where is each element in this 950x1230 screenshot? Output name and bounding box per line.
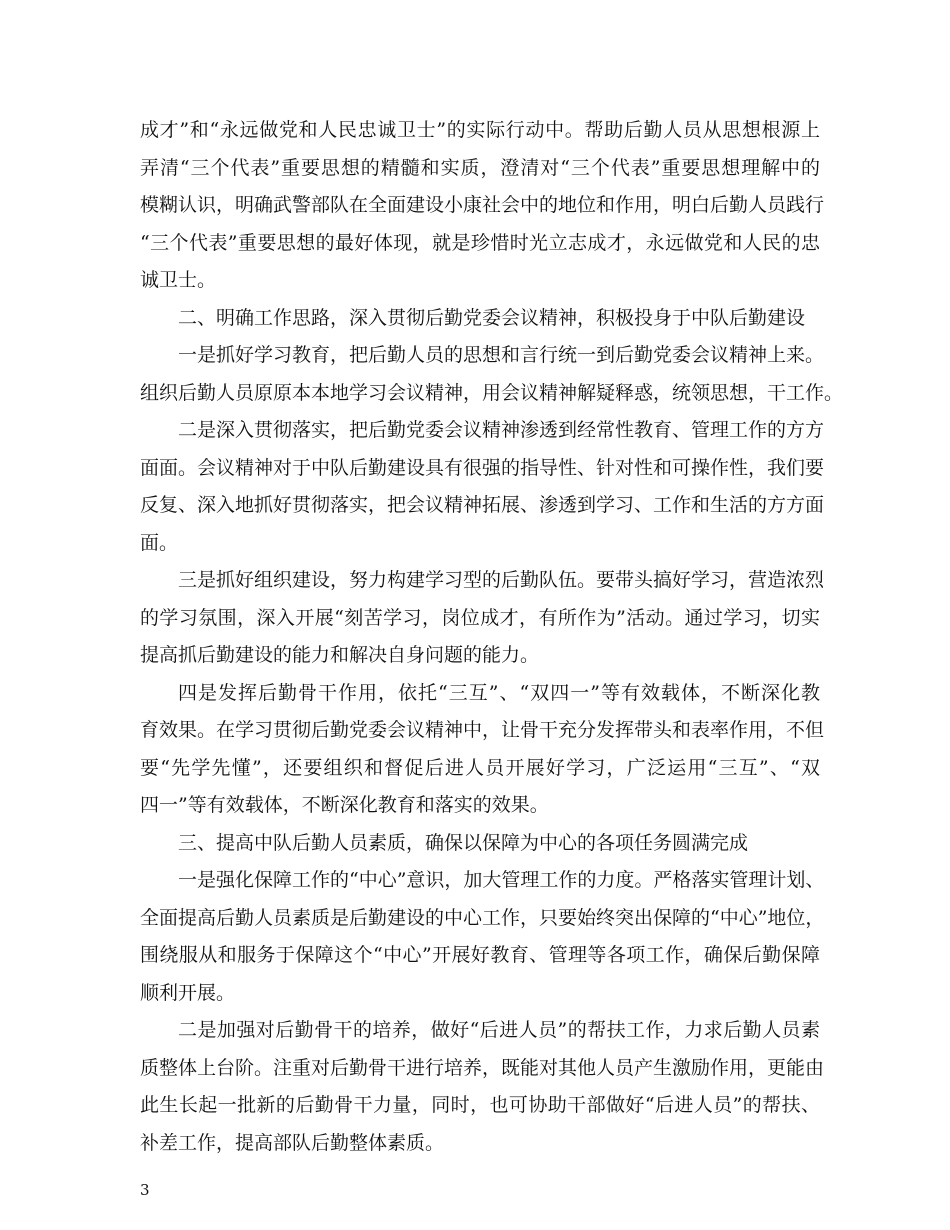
page-number: 3 [140,1181,150,1199]
body-text-line: 成才”和“永远做党和人民忠诚卫士”的实际行动中。帮助后勤人员从思想根源上 [140,119,820,141]
body-text-line: 面。 [140,532,179,554]
body-text-line: 三是抓好组织建设，努力构建学习型的后勤队伍。要带头搞好学习，营造浓烈 [178,569,825,591]
body-text-line: 弄清“三个代表”重要思想的精髓和实质，澄清对“三个代表”重要思想理解中的 [140,157,820,179]
body-text-line: 四是发挥后勤骨干作用，依托“三互”、“双四一”等有效载体，不断深化教 [178,682,820,704]
section-heading: 二、明确工作思路，深入贯彻后勤党委会议精神，积极投身于中队后勤建设 [178,307,806,329]
body-text-line: 诚卫士。 [140,269,217,291]
section-heading: 三、提高中队后勤人员素质，确保以保障为中心的各项任务圆满完成 [178,832,749,854]
body-text-line: 一是抓好学习教育，把后勤人员的思想和言行统一到后勤党委会议精神上来。 [178,344,825,366]
body-text-line: 二是深入贯彻落实，把后勤党委会议精神渗透到经常性教育、管理工作的方方 [178,419,825,441]
body-text-line: 顺利开展。 [140,982,236,1004]
body-text-line: 二是加强对后勤骨干的培养，做好“后进人员”的帮扶工作，力求后勤人员素 [178,1019,820,1041]
body-text-line: 要“先学先懂”，还要组织和督促后进人员开展好学习，广泛运用“三互”、“双 [140,757,820,779]
body-text-line: 面面。会议精神对于中队后勤建设具有很强的指导性、针对性和可操作性，我们要 [140,457,825,479]
body-text-line: 质整体上台阶。注重对后勤骨干进行培养，既能对其他人员产生激励作用，更能由 [140,1057,825,1079]
body-text-line: 围绕服从和服务于保障这个“中心”开展好教育、管理等各项工作，确保后勤保障 [140,944,820,966]
body-text-line: 全面提高后勤人员素质是后勤建设的中心工作，只要始终突出保障的“中心”地位， [140,907,825,929]
body-text-line: 提高抓后勤建设的能力和解决自身问题的能力。 [140,644,540,666]
body-text-line: 补差工作，提高部队后勤整体素质。 [140,1132,445,1154]
body-text-line: 四一”等有效载体，不断深化教育和落实的效果。 [140,794,549,816]
body-text-line: 的学习氛围，深入开展“刻苦学习，岗位成才，有所作为”活动。通过学习，切实 [140,607,820,629]
body-text-line: 育效果。在学习贯彻后勤党委会议精神中，让骨干充分发挥带头和表率作用，不但 [140,719,825,741]
body-text-line: 模糊认识，明确武警部队在全面建设小康社会中的地位和作用，明白后勤人员践行 [140,194,825,216]
body-text-line: 组织后勤人员原原本本地学习会议精神，用会议精神解疑释惑，统领思想，干工作。 [140,382,844,404]
body-text-line: 反复、深入地抓好贯彻落实，把会议精神拓展、渗透到学习、工作和生活的方方面 [140,494,825,516]
body-text-line: 此生长起一批新的后勤骨干力量，同时，也可协助干部做好“后进人员”的帮扶、 [140,1094,820,1116]
body-text-line: 一是强化保障工作的“中心”意识，加大管理工作的力度。严格落实管理计划、 [178,869,825,891]
body-text-line: “三个代表”重要思想的最好体现，就是珍惜时光立志成才，永远做党和人民的忠 [140,232,820,254]
